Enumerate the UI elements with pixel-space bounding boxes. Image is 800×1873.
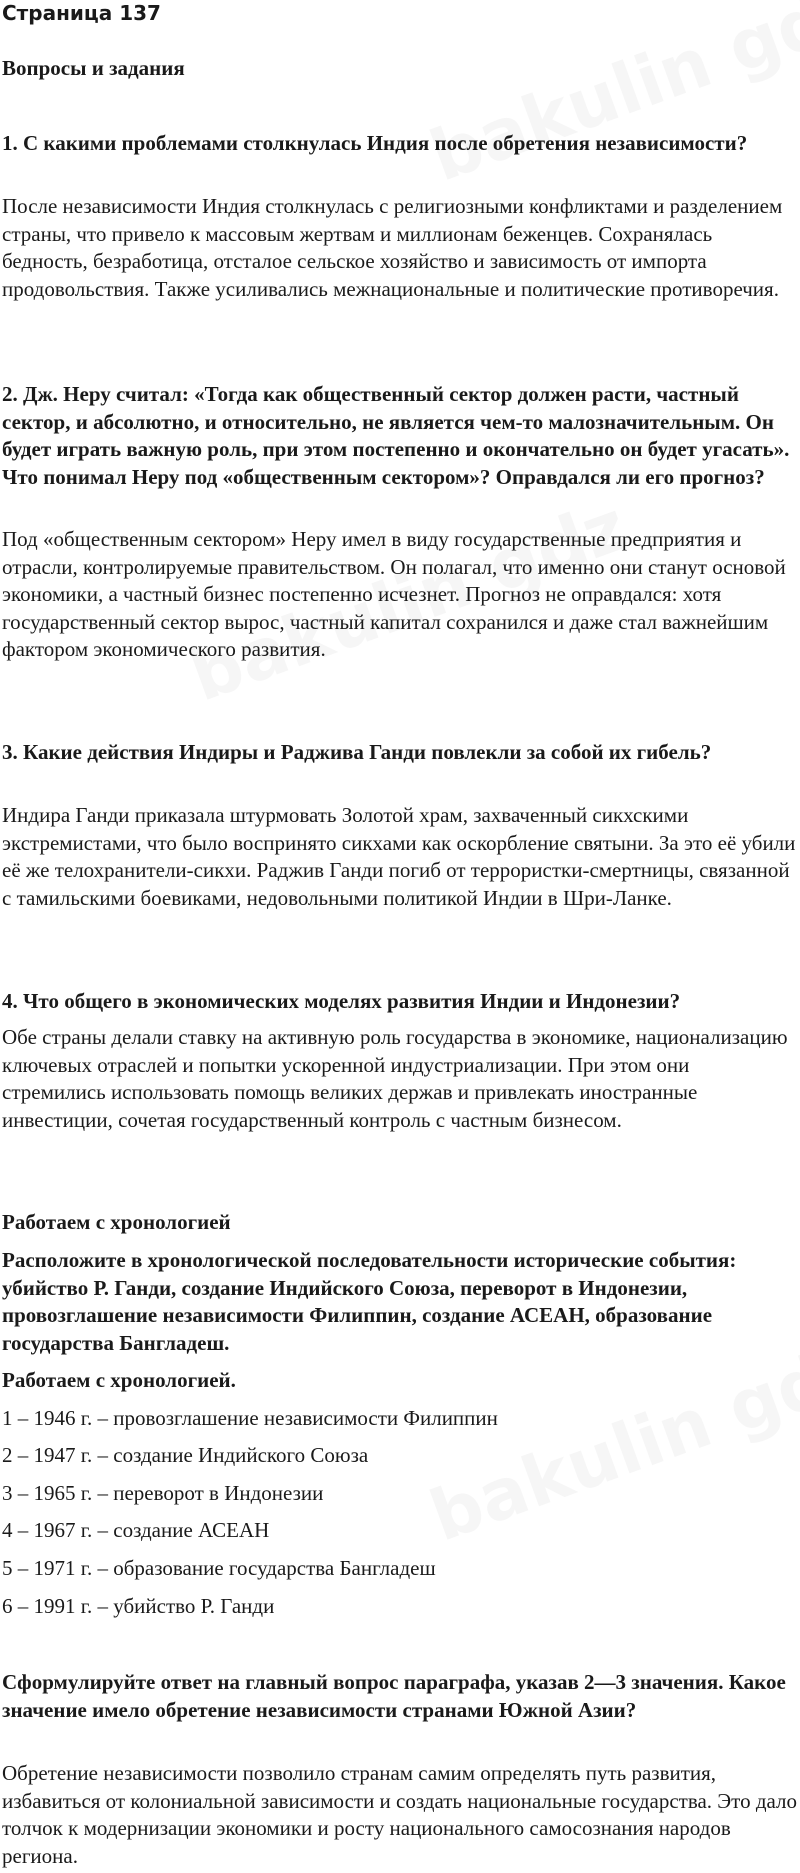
answer-2: Под «общественным сектором» Неру имел в виду государственные предприятия и отрасли, контролируемые правительством. Он полагал, что именно они станут основой экономики, а частный бизнес постепенно исчезнет. Прогноз не оправдался: хотя государственный сектор вырос, частный капитал сохранился и даже стал важнейшим фактором экономического развития. <box>2 527 786 661</box>
final-answer: Обретение независимости позволило странам самим определять путь развития, избавиться от колониальной зависимости и создать национальные государства. Это дало толчок к модернизации экономики и росту национального самосознания народов региона. <box>2 1761 797 1868</box>
chronology-answer-heading: Работаем с хронологией. <box>2 1368 236 1392</box>
answer-3: Индира Ганди приказала штурмовать Золотой храм, захваченный сикхскими экстремистами, что было воспринято сикхами как оскорбление святыни. За это её убили её же телохранители-сикхи. Раджив Ганди погиб от террористки-смертницы, связанной с тамильскими боевиками, недовольными политикой Индии в Шри-Ланке. <box>2 803 796 910</box>
chronology-item-6: 6 – 1991 г. – убийство Р. Ганди <box>2 1594 275 1618</box>
question-1: 1. С какими проблемами столкнулась Индия после обретения независимости? <box>2 131 748 155</box>
watermark <box>420 0 800 198</box>
chronology-item-1: 1 – 1946 г. – провозглашение независимости Филиппин <box>2 1406 498 1430</box>
question-4: 4. Что общего в экономических моделях развития Индии и Индонезии? <box>2 989 681 1013</box>
chronology-item-4: 4 – 1967 г. – создание АСЕАН <box>2 1518 270 1542</box>
answer-4: Обе страны делали ставку на активную роль государства в экономике, национализацию ключевых отраслей и попытки ускоренной индустриализации. При этом они стремились использовать помощь великих держав и привлекать иностранные инвестиции, сочетая государственный контроль с частным бизнесом. <box>2 1025 788 1132</box>
section-title: Вопросы и задания <box>2 56 185 80</box>
chronology-heading: Работаем с хронологией <box>2 1210 231 1234</box>
final-question: Сформулируйте ответ на главный вопрос параграфа, указав 2—3 значения. Какое значение имело обретение независимости странами Южной Азии? <box>2 1670 786 1722</box>
chronology-item-3: 3 – 1965 г. – переворот в Индонезии <box>2 1481 324 1505</box>
page-title: Страница 137 <box>2 1 161 25</box>
answer-1: После независимости Индия столкнулась с религиозными конфликтами и разделением страны, что привело к массовым жертвам и миллионам беженцев. Сохранялась бедность, безработица, отсталое сельское хозяйство и зависимость от импорта продовольствия. Также усиливались межнациональные и политические противоречия. <box>2 194 783 301</box>
question-2: 2. Дж. Неру считал: «Тогда как общественный сектор должен расти, частный сектор, и абсолютно, и относительно, не является чем-то малозначительным. Он будет играть важную роль, при этом постепенно и окончательно он будет угасать». Что понимал Неру под «общественным сектором»? Оправдался ли его прогноз? <box>2 382 790 489</box>
chronology-item-2: 2 – 1947 г. – создание Индийского Союза <box>2 1443 369 1467</box>
chronology-task: Расположите в хронологической последовательности исторические события: убийство Р. Ганди, создание Индийского Союза, переворот в Индонезии, провозглашение независимости Филиппин, создание АСЕАН, образование государства Бангладеш. <box>2 1248 737 1355</box>
chronology-item-5: 5 – 1971 г. – образование государства Бангладеш <box>2 1556 436 1580</box>
question-3: 3. Какие действия Индиры и Раджива Ганди повлекли за собой их гибель? <box>2 740 712 764</box>
